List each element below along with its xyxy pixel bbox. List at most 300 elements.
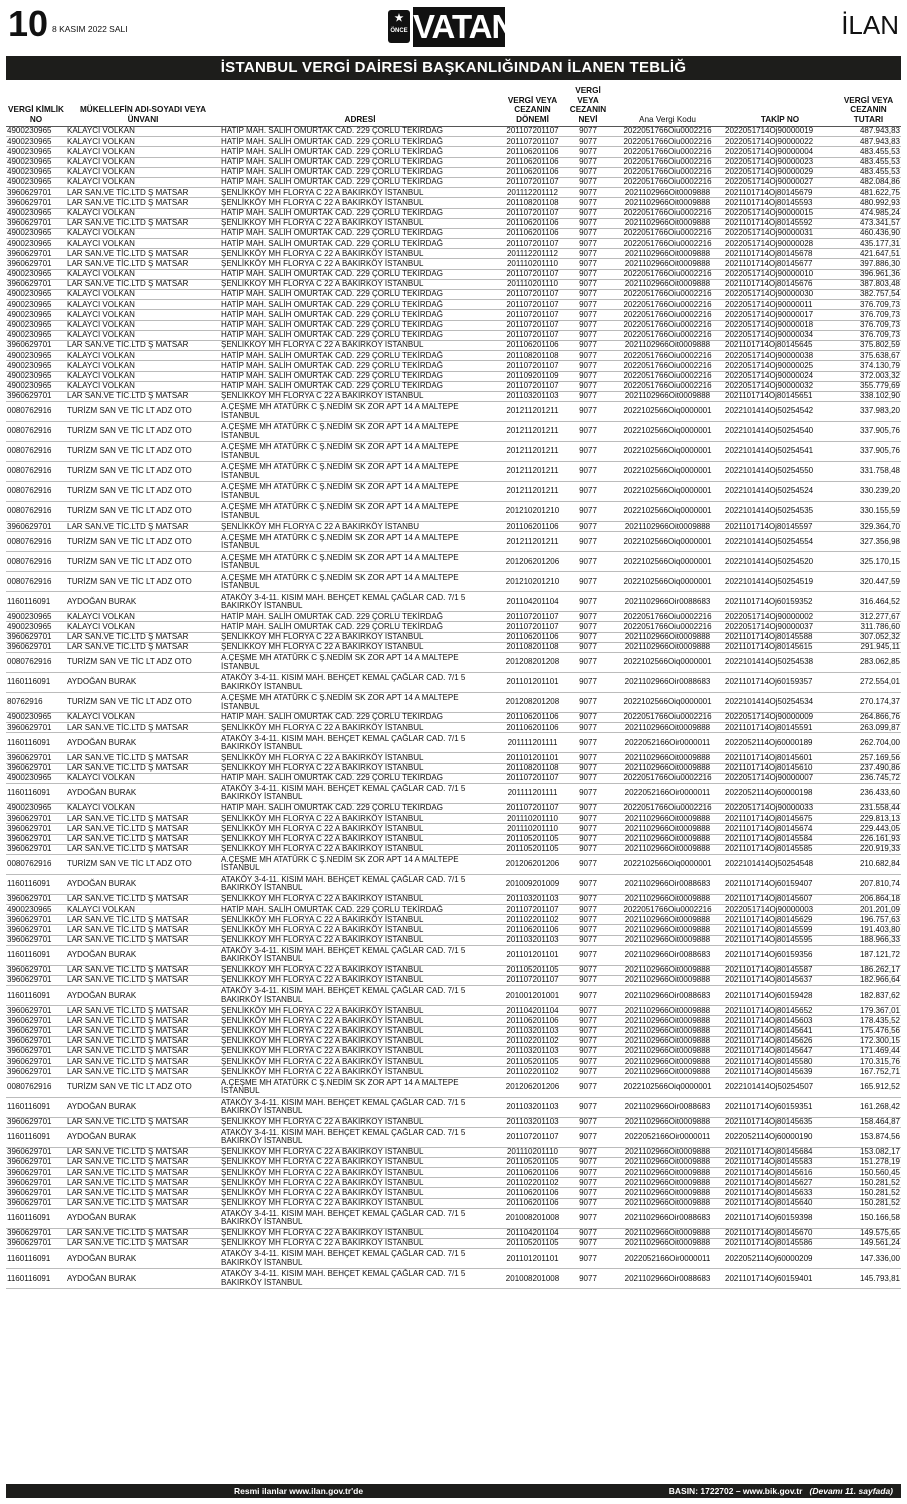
taxpayer-name-cell: LAR SAN.VE TİC.LTD Ş MATSAR (66, 188, 220, 198)
address-cell: ŞENLİKKÖY MH FLORYA C 22 A BAKIRKÖY İSTANBUL (220, 1117, 500, 1127)
tracking-no-cell: 2022051714Oj90000032 (724, 381, 836, 391)
amount-cell: 312.277,67 (836, 612, 901, 622)
tax-id-cell: 3960629701 (6, 1188, 66, 1198)
tax-id-cell: 3960629701 (6, 249, 66, 259)
amount-cell: 372.003,32 (836, 371, 901, 381)
tracking-no-cell: 2022101414Oj50254542 (724, 402, 836, 422)
amount-cell: 474.985,24 (836, 208, 901, 218)
tracking-no-cell: 2022051714Oj90000009 (724, 713, 836, 723)
address-cell: ŞENLİKKÖY MH FLORYA C 22 A BAKIRKÖY İSTANBUL (220, 976, 500, 986)
tracking-no-cell: 2021101714Oj80145684 (724, 1147, 836, 1157)
amount-cell: 236.745,72 (836, 773, 901, 783)
amount-cell: 270.174,37 (836, 693, 901, 713)
type-cell: 9077 (565, 713, 611, 723)
tracking-no-cell: 2021101714Oj60159351 (724, 1097, 836, 1117)
type-cell: 9077 (565, 188, 611, 198)
main-tax-code-cell: 2021102966Oit0009888 (611, 522, 724, 532)
address-cell: A.ÇEŞME MH ATATÜRK C Ş.NEDİM SK ZOR APT 14 A MALTEPE İSTANBUL (220, 1077, 500, 1097)
type-cell: 9077 (565, 1057, 611, 1067)
period-cell: 201108201108 (500, 642, 565, 652)
taxpayer-name-cell: LAR SAN.VE TİC.LTD Ş MATSAR (66, 824, 220, 834)
tracking-no-cell: 2022101414Oj50254538 (724, 653, 836, 673)
table-row (6, 844, 901, 854)
period-cell: 201206201206 (500, 854, 565, 874)
taxpayer-name-cell: LAR SAN.VE TİC.LTD Ş MATSAR (66, 1239, 220, 1249)
address-cell: ŞENLİKKÖY MH FLORYA C 22 A BAKIRKÖY İSTANBUL (220, 894, 500, 904)
type-cell: 9077 (565, 874, 611, 894)
amount-cell: 231.558,44 (836, 803, 901, 813)
main-tax-code-cell: 2022051766Oiu0002216 (611, 361, 724, 371)
address-cell: ŞENLİKKÖY MH FLORYA C 22 A BAKIRKÖY İSTANBUL (220, 1228, 500, 1238)
main-tax-code-cell: 2021102966Oit0009888 (611, 1046, 724, 1056)
amount-cell: 435.177,31 (836, 239, 901, 249)
type-cell: 9077 (565, 1198, 611, 1208)
period-cell: 201208201208 (500, 653, 565, 673)
amount-cell: 376.709,73 (836, 330, 901, 340)
main-tax-code-cell: 2022051766Oiu0002216 (611, 713, 724, 723)
taxpayer-name-cell: KALAYCI VOLKAN (66, 905, 220, 915)
type-cell: 9077 (565, 844, 611, 854)
taxpayer-name-cell: KALAYCI VOLKAN (66, 351, 220, 361)
tracking-no-cell: 2022051714Oj90000033 (724, 803, 836, 813)
type-cell: 9077 (565, 290, 611, 300)
tracking-no-cell: 2022051714Oj90000010 (724, 269, 836, 279)
period-cell: 201106201106 (500, 228, 565, 238)
table-row (6, 340, 901, 350)
amount-cell: 182.837,62 (836, 986, 901, 1006)
taxpayer-name-cell: TURİZM SAN VE TİC LT ADZ OTO (66, 693, 220, 713)
amount-cell: 480.992,93 (836, 198, 901, 208)
main-tax-code-cell: 2022051766Oiu0002216 (611, 269, 724, 279)
table-row (6, 218, 901, 228)
address-cell: ATAKÖY 3-4-11. KISIM MAH. BEHÇET KEMAL ÇAĞLAR CAD. 7/1 5 BAKIRKÖY İSTANBUL (220, 733, 500, 753)
tracking-no-cell: 2021101714Oj80145639 (724, 1067, 836, 1077)
amount-cell: 172.300,15 (836, 1036, 901, 1046)
type-cell: 9077 (565, 1127, 611, 1147)
main-tax-code-cell: 2022051766Oiu0002216 (611, 330, 724, 340)
taxpayer-name-cell: LAR SAN.VE TİC.LTD Ş MATSAR (66, 1168, 220, 1178)
type-cell: 9077 (565, 177, 611, 187)
amount-cell: 153.874,56 (836, 1127, 901, 1147)
tracking-no-cell: 2022051714Oj90000007 (724, 773, 836, 783)
taxpayer-name-cell: LAR SAN.VE TİC.LTD Ş MATSAR (66, 976, 220, 986)
table-row (6, 1117, 901, 1127)
tracking-no-cell: 2021101714Oj80145591 (724, 723, 836, 733)
main-tax-code-cell: 2021102966Oir0088683 (611, 592, 724, 612)
tax-id-cell: 4900230965 (6, 269, 66, 279)
type-cell: 9077 (565, 945, 611, 965)
address-cell: HATİP MAH. SALİH OMURTAK CAD. 229 ÇORLU TEKİRDAĞ (220, 622, 500, 632)
tracking-no-cell: 2021101714Oj80145592 (724, 218, 836, 228)
main-tax-code-cell: 2022102566Oiq0000001 (611, 572, 724, 592)
amount-cell: 330.155,59 (836, 502, 901, 522)
tracking-no-cell: 2021101714Oj80145599 (724, 925, 836, 935)
taxpayer-name-cell: KALAYCI VOLKAN (66, 371, 220, 381)
period-cell: 201107201107 (500, 803, 565, 813)
period-cell: 201211201211 (500, 422, 565, 442)
table-row (6, 1269, 901, 1289)
amount-cell: 175.476,56 (836, 1026, 901, 1036)
table-row (6, 803, 901, 813)
taxpayer-name-cell: KALAYCI VOLKAN (66, 228, 220, 238)
main-tax-code-cell: 2022051766Oiu0002216 (611, 612, 724, 622)
amount-cell: 150.281,52 (836, 1198, 901, 1208)
main-tax-code-cell: 2022102566Oiq0000001 (611, 442, 724, 462)
tax-id-cell: 4900230965 (6, 713, 66, 723)
table-body (6, 127, 901, 1289)
period-cell: 201107201107 (500, 239, 565, 249)
main-tax-code-cell: 2021102966Oir0088683 (611, 986, 724, 1006)
type-cell: 9077 (565, 1036, 611, 1046)
taxpayer-name-cell: LAR SAN.VE TİC.LTD Ş MATSAR (66, 1016, 220, 1026)
main-tax-code-cell: 2021102966Oir0088683 (611, 874, 724, 894)
taxpayer-name-cell: LAR SAN.VE TİC.LTD Ş MATSAR (66, 894, 220, 904)
main-tax-code-cell: 2021102966Oit0009888 (611, 1157, 724, 1167)
type-cell: 9077 (565, 351, 611, 361)
amount-cell: 487.943,83 (836, 137, 901, 147)
period-cell: 201105201105 (500, 844, 565, 854)
type-cell: 9077 (565, 653, 611, 673)
address-cell: HATİP MAH. SALİH OMURTAK CAD. 229 ÇORLU TEKİRDAĞ (220, 290, 500, 300)
tax-id-cell: 3960629701 (6, 763, 66, 773)
type-cell: 9077 (565, 482, 611, 502)
type-cell: 9077 (565, 1097, 611, 1117)
address-cell: ŞENLİKKÖY MH FLORYA C 22 A BAKIRKÖY İSTANBUL (220, 259, 500, 269)
main-tax-code-cell: 2021102966Oit0009888 (611, 915, 724, 925)
table-row (6, 177, 901, 187)
type-cell: 9077 (565, 733, 611, 753)
tracking-no-cell: 2021101714Oj80145583 (724, 1157, 836, 1167)
tracking-no-cell: 2022051714Oj90000034 (724, 330, 836, 340)
tracking-no-cell: 2021101714Oj80145597 (724, 522, 836, 532)
address-cell: ATAKÖY 3-4-11. KISIM MAH. BEHÇET KEMAL ÇAĞLAR CAD. 7/1 5 BAKIRKÖY İSTANBUL (220, 945, 500, 965)
taxpayer-name-cell: KALAYCI VOLKAN (66, 300, 220, 310)
tax-id-cell: 0080762916 (6, 462, 66, 482)
table-row (6, 814, 901, 824)
amount-cell: 237.490,86 (836, 763, 901, 773)
table-row (6, 259, 901, 269)
taxpayer-name-cell: KALAYCI VOLKAN (66, 208, 220, 218)
tax-id-cell: 3960629701 (6, 218, 66, 228)
address-cell: HATİP MAH. SALİH OMURTAK CAD. 229 ÇORLU TEKİRDAĞ (220, 371, 500, 381)
main-tax-code-cell: 2022051766Oiu0002216 (611, 773, 724, 783)
address-cell: ŞENLİKKÖY MH FLORYA C 22 A BAKIRKÖY İSTANBUL (220, 642, 500, 652)
address-cell: HATİP MAH. SALİH OMURTAK CAD. 229 ÇORLU TEKİRDAĞ (220, 157, 500, 167)
column-header: TAKİP NO (724, 86, 836, 127)
type-cell: 9077 (565, 1077, 611, 1097)
address-cell: HATİP MAH. SALİH OMURTAK CAD. 229 ÇORLU TEKİRDAĞ (220, 773, 500, 783)
taxpayer-name-cell: KALAYCI VOLKAN (66, 137, 220, 147)
type-cell: 9077 (565, 330, 611, 340)
main-tax-code-cell: 2021102966Oit0009888 (611, 279, 724, 289)
address-cell: A.ÇEŞME MH ATATÜRK C Ş.NEDİM SK ZOR APT 14 A MALTEPE İSTANBUL (220, 572, 500, 592)
type-cell: 9077 (565, 249, 611, 259)
taxpayer-name-cell: LAR SAN.VE TİC.LTD Ş MATSAR (66, 1198, 220, 1208)
main-tax-code-cell: 2022102566Oiq0000001 (611, 502, 724, 522)
address-cell: ŞENLİKKÖY MH FLORYA C 22 A BAKIRKÖY İSTANBUL (220, 1067, 500, 1077)
tax-id-cell: 4900230965 (6, 351, 66, 361)
taxpayer-name-cell: KALAYCI VOLKAN (66, 713, 220, 723)
tax-id-cell: 4900230965 (6, 300, 66, 310)
tracking-no-cell: 2021101714Oj80145641 (724, 1026, 836, 1036)
period-cell: 201008201008 (500, 1208, 565, 1228)
address-cell: HATİP MAH. SALİH OMURTAK CAD. 229 ÇORLU TEKİRDAĞ (220, 239, 500, 249)
table-row (6, 320, 901, 330)
main-tax-code-cell: 2022102566Oiq0000001 (611, 693, 724, 713)
table-row (6, 894, 901, 904)
main-tax-code-cell: 2022051766Oiu0002216 (611, 228, 724, 238)
taxpayer-name-cell: LAR SAN.VE TİC.LTD Ş MATSAR (66, 1006, 220, 1016)
table-row (6, 522, 901, 532)
tracking-no-cell: 2022101414Oj50254535 (724, 502, 836, 522)
taxpayer-name-cell: KALAYCI VOLKAN (66, 330, 220, 340)
table-row (6, 824, 901, 834)
address-cell: A.ÇEŞME MH ATATÜRK C Ş.NEDİM SK ZOR APT 14 A MALTEPE İSTANBUL (220, 462, 500, 482)
main-tax-code-cell: 2021102966Oit0009888 (611, 340, 724, 350)
type-cell: 9077 (565, 522, 611, 532)
address-cell: HATİP MAH. SALİH OMURTAK CAD. 229 ÇORLU TEKİRDAĞ (220, 147, 500, 157)
period-cell: 201107201107 (500, 361, 565, 371)
tracking-no-cell: 2021101714Oj80145588 (724, 632, 836, 642)
main-tax-code-cell: 2021102966Oir0088683 (611, 945, 724, 965)
tax-id-cell: 4900230965 (6, 290, 66, 300)
address-cell: ATAKÖY 3-4-11. KISIM MAH. BEHÇET KEMAL ÇAĞLAR CAD. 7/1 5 BAKIRKÖY İSTANBUL (220, 1269, 500, 1289)
tax-id-cell: 1160116091 (6, 592, 66, 612)
type-cell: 9077 (565, 854, 611, 874)
type-cell: 9077 (565, 502, 611, 522)
period-cell: 201102201102 (500, 1178, 565, 1188)
address-cell: ATAKÖY 3-4-11. KISIM MAH. BEHÇET KEMAL ÇAĞLAR CAD. 7/1 5 BAKIRKÖY İSTANBUL (220, 874, 500, 894)
main-tax-code-cell: 2022051766Oiu0002216 (611, 803, 724, 813)
period-cell: 201106201106 (500, 632, 565, 642)
main-tax-code-cell: 2021102966Oit0009888 (611, 723, 724, 733)
period-cell: 201001201001 (500, 986, 565, 1006)
tracking-no-cell: 2022051714Oj90000017 (724, 310, 836, 320)
main-tax-code-cell: 2021102966Oit0009888 (611, 1036, 724, 1046)
tax-id-cell: 4900230965 (6, 320, 66, 330)
table-row (6, 167, 901, 177)
tracking-no-cell: 2021101714Oj80145616 (724, 1168, 836, 1178)
main-tax-code-cell: 2021102966Oir0088683 (611, 1097, 724, 1117)
address-cell: A.ÇEŞME MH ATATÜRK C Ş.NEDİM SK ZOR APT 14 A MALTEPE İSTANBUL (220, 552, 500, 572)
address-cell: ATAKÖY 3-4-11. KISIM MAH. BEHÇET KEMAL ÇAĞLAR CAD. 7/1 5 BAKIRKÖY İSTANBUL (220, 1127, 500, 1147)
table-row (6, 422, 901, 442)
tax-id-cell: 3960629701 (6, 198, 66, 208)
taxpayer-name-cell: LAR SAN.VE TİC.LTD Ş MATSAR (66, 642, 220, 652)
main-tax-code-cell: 2022051766Oiu0002216 (611, 167, 724, 177)
amount-cell: 229.813,13 (836, 814, 901, 824)
tracking-no-cell: 2022051714Oj90000018 (724, 320, 836, 330)
taxpayer-name-cell: KALAYCI VOLKAN (66, 239, 220, 249)
page-number: 10 (8, 3, 49, 44)
main-tax-code-cell: 2022051766Oiu0002216 (611, 290, 724, 300)
period-cell: 201107201107 (500, 320, 565, 330)
amount-cell: 188.966,33 (836, 935, 901, 945)
address-cell: HATİP MAH. SALİH OMURTAK CAD. 229 ÇORLU TEKİRDAĞ (220, 320, 500, 330)
period-cell: 201105201105 (500, 965, 565, 975)
tracking-no-cell: 2021101714Oj80145603 (724, 1016, 836, 1026)
tax-id-cell: 4900230965 (6, 177, 66, 187)
tracking-no-cell: 2022051714Oj90000028 (724, 239, 836, 249)
address-cell: ŞENLİKKÖY MH FLORYA C 22 A BAKIRKÖY İSTANBUL (220, 391, 500, 401)
main-tax-code-cell: 2021102966Oit0009888 (611, 218, 724, 228)
main-tax-code-cell: 2022102566Oiq0000001 (611, 854, 724, 874)
address-cell: A.ÇEŞME MH ATATÜRK C Ş.NEDİM SK ZOR APT 14 A MALTEPE İSTANBUL (220, 422, 500, 442)
taxpayer-name-cell: LAR SAN.VE TİC.LTD Ş MATSAR (66, 814, 220, 824)
main-tax-code-cell: 2022051766Oiu0002216 (611, 177, 724, 187)
tax-id-cell: 4900230965 (6, 773, 66, 783)
address-cell: ATAKÖY 3-4-11. KISIM MAH. BEHÇET KEMAL ÇAĞLAR CAD. 7/1 5 BAKIRKÖY İSTANBUL (220, 1097, 500, 1117)
amount-cell: 327.356,98 (836, 532, 901, 552)
taxpayer-name-cell: LAR SAN.VE TİC.LTD Ş MATSAR (66, 198, 220, 208)
address-cell: ŞENLİKKÖY MH FLORYA C 22 A BAKIRKÖY İSTANBUL (220, 198, 500, 208)
tracking-no-cell: 2021101714Oj80145626 (724, 1036, 836, 1046)
period-cell: 201106201106 (500, 1188, 565, 1198)
amount-cell: 149.575,65 (836, 1228, 901, 1238)
tracking-no-cell: 2022052114Oj60000189 (724, 733, 836, 753)
tracking-no-cell: 2022051714Oj90000022 (724, 137, 836, 147)
tax-id-cell: 3960629701 (6, 340, 66, 350)
type-cell: 9077 (565, 279, 611, 289)
table-row (6, 935, 901, 945)
type-cell: 9077 (565, 137, 611, 147)
period-cell: 201106201106 (500, 340, 565, 350)
tax-id-cell: 3960629701 (6, 1157, 66, 1167)
amount-cell: 481.622,75 (836, 188, 901, 198)
tax-id-cell: 3960629701 (6, 834, 66, 844)
period-cell: 201106201106 (500, 218, 565, 228)
taxpayer-name-cell: LAR SAN.VE TİC.LTD Ş MATSAR (66, 723, 220, 733)
period-cell: 201101201101 (500, 753, 565, 763)
tax-id-cell: 3960629701 (6, 1006, 66, 1016)
main-tax-code-cell: 2021102966Oit0009888 (611, 763, 724, 773)
address-cell: HATİP MAH. SALİH OMURTAK CAD. 229 ÇORLU TEKİRDAĞ (220, 351, 500, 361)
table-row (6, 198, 901, 208)
tax-id-cell: 3960629701 (6, 1067, 66, 1077)
tax-id-cell: 3960629701 (6, 753, 66, 763)
tax-id-cell: 3960629701 (6, 1178, 66, 1188)
address-cell: HATİP MAH. SALİH OMURTAK CAD. 229 ÇORLU TEKİRDAĞ (220, 300, 500, 310)
type-cell: 9077 (565, 763, 611, 773)
main-tax-code-cell: 2021102966Oit0009888 (611, 965, 724, 975)
period-cell: 201107201107 (500, 381, 565, 391)
amount-cell: 170.315,76 (836, 1057, 901, 1067)
tax-id-cell: 0080762916 (6, 402, 66, 422)
taxpayer-name-cell: KALAYCI VOLKAN (66, 269, 220, 279)
period-cell: 201211201211 (500, 482, 565, 502)
taxpayer-name-cell: AYDOĞAN BURAK (66, 986, 220, 1006)
amount-cell: 196.757,63 (836, 915, 901, 925)
column-header: MÜKELLEFİN ADI-SOYADI VEYA ÜNVANI (66, 86, 220, 127)
main-tax-code-cell: 2022051766Oiu0002216 (611, 320, 724, 330)
tracking-no-cell: 2021101714Oj60159352 (724, 592, 836, 612)
period-cell: 201110201110 (500, 1147, 565, 1157)
table-row (6, 310, 901, 320)
period-cell: 201103201103 (500, 391, 565, 401)
type-cell: 9077 (565, 157, 611, 167)
period-cell: 201210201210 (500, 572, 565, 592)
main-tax-code-cell: 2022051766Oiu0002216 (611, 239, 724, 249)
tracking-no-cell: 2021101714Oj80145647 (724, 1046, 836, 1056)
main-tax-code-cell: 2022051766Oiu0002216 (611, 127, 724, 137)
period-cell: 201101201101 (500, 945, 565, 965)
tracking-no-cell: 2021101714Oj80145635 (724, 1117, 836, 1127)
tax-id-cell: 0080762916 (6, 442, 66, 462)
main-tax-code-cell: 2021102966Oit0009888 (611, 894, 724, 904)
type-cell: 9077 (565, 552, 611, 572)
table-row (6, 482, 901, 502)
taxpayer-name-cell: LAR SAN.VE TİC.LTD Ş MATSAR (66, 1178, 220, 1188)
table-row (6, 1036, 901, 1046)
type-cell: 9077 (565, 198, 611, 208)
type-cell: 9077 (565, 218, 611, 228)
main-tax-code-cell: 2022052166Oir0000011 (611, 1249, 724, 1269)
amount-cell: 329.364,70 (836, 522, 901, 532)
amount-cell: 337.905,76 (836, 442, 901, 462)
tax-id-cell: 1160116091 (6, 945, 66, 965)
table-row (6, 127, 901, 137)
type-cell: 9077 (565, 228, 611, 238)
main-tax-code-cell: 2021102966Oit0009888 (611, 1067, 724, 1077)
tracking-no-cell: 2021101714Oj60159357 (724, 673, 836, 693)
table-row (6, 733, 901, 753)
main-tax-code-cell: 2022102566Oiq0000001 (611, 402, 724, 422)
type-cell: 9077 (565, 269, 611, 279)
type-cell: 9077 (565, 753, 611, 763)
taxpayer-name-cell: KALAYCI VOLKAN (66, 320, 220, 330)
taxpayer-name-cell: KALAYCI VOLKAN (66, 290, 220, 300)
period-cell: 201102201102 (500, 915, 565, 925)
period-cell: 201108201108 (500, 198, 565, 208)
tax-id-cell: 3960629701 (6, 1147, 66, 1157)
type-cell: 9077 (565, 824, 611, 834)
period-cell: 201107201107 (500, 1127, 565, 1147)
tracking-no-cell: 2022101414Oj50254507 (724, 1077, 836, 1097)
tracking-no-cell: 2021101714Oj80145675 (724, 814, 836, 824)
tracking-no-cell: 2021101714Oj80145593 (724, 198, 836, 208)
type-cell: 9077 (565, 532, 611, 552)
tracking-no-cell: 2022051714Oj90000019 (724, 127, 836, 137)
taxpayer-name-cell: LAR SAN.VE TİC.LTD Ş MATSAR (66, 753, 220, 763)
amount-cell: 337.905,76 (836, 422, 901, 442)
address-cell: ATAKÖY 3-4-11. KISIM MAH. BEHÇET KEMAL ÇAĞLAR CAD. 7/1 5 BAKIRKÖY İSTANBUL (220, 1208, 500, 1228)
main-tax-code-cell: 2021102966Oit0009888 (611, 1188, 724, 1198)
table-row (6, 1198, 901, 1208)
main-tax-code-cell: 2022051766Oiu0002216 (611, 310, 724, 320)
taxpayer-name-cell: KALAYCI VOLKAN (66, 381, 220, 391)
tax-id-cell: 0080762916 (6, 502, 66, 522)
tracking-no-cell: 2021101714Oj80145610 (724, 763, 836, 773)
taxpayer-name-cell: TURİZM SAN VE TİC LT ADZ OTO (66, 462, 220, 482)
table-row (6, 1239, 901, 1249)
table-row (6, 854, 901, 874)
tracking-no-cell: 2021101714Oj80145676 (724, 279, 836, 289)
main-tax-code-cell: 2022102566Oiq0000001 (611, 1077, 724, 1097)
tracking-no-cell: 2021101714Oj80145584 (724, 834, 836, 844)
amount-cell: 150.166,58 (836, 1208, 901, 1228)
table-row (6, 1178, 901, 1188)
tax-id-cell: 1160116091 (6, 733, 66, 753)
period-cell: 201104201104 (500, 592, 565, 612)
table-row (6, 391, 901, 401)
taxpayer-name-cell: KALAYCI VOLKAN (66, 147, 220, 157)
period-cell: 201103201103 (500, 935, 565, 945)
type-cell: 9077 (565, 402, 611, 422)
amount-cell: 316.464,52 (836, 592, 901, 612)
amount-cell: 283.062,85 (836, 653, 901, 673)
table-row (6, 753, 901, 763)
taxpayer-name-cell: TURİZM SAN VE TİC LT ADZ OTO (66, 482, 220, 502)
